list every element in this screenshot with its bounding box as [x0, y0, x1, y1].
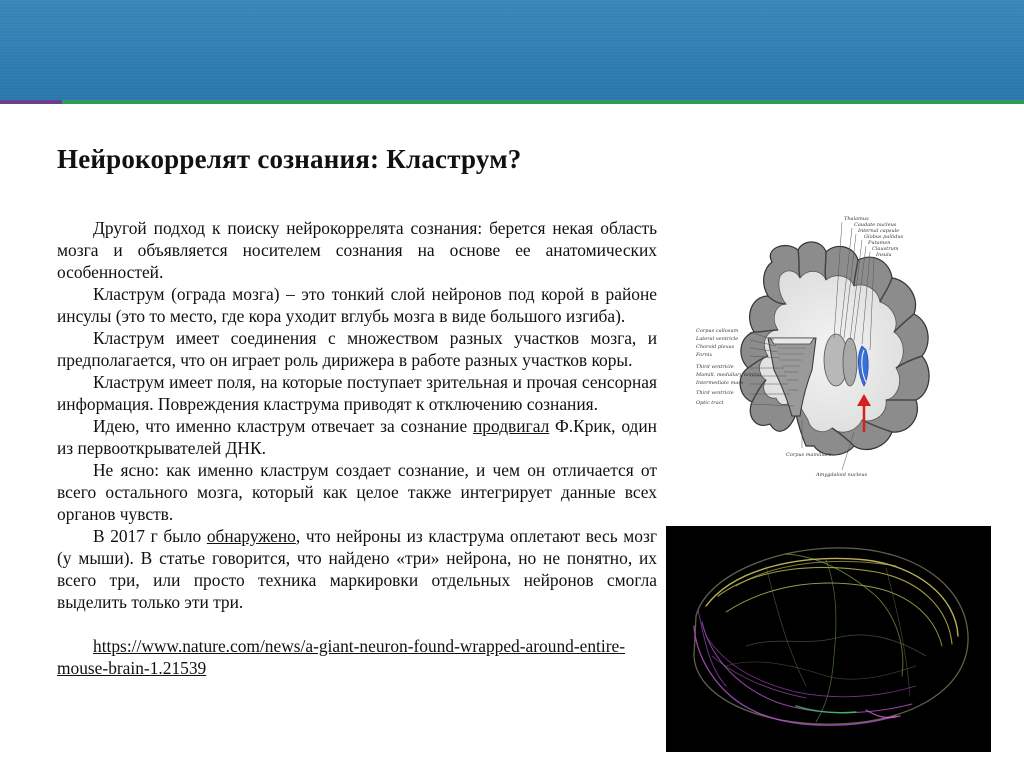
link-discovered[interactable]: обнаружено	[206, 526, 296, 546]
paragraph-6: Не ясно: как именно кластрум создает сознание, и чем он отличается от всего остального мозга, который как целое также интегрирует данные всех органов чувств.	[57, 460, 657, 524]
paragraph-5	[57, 415, 657, 459]
slide-body	[57, 217, 657, 679]
neuron-tracing-illustration	[666, 526, 991, 752]
header-band	[0, 0, 1024, 100]
paragraph-3: Кластрум имеет соединения с множеством разных участков мозга, и предполагается, что он играет роль дирижера в работе разных участков коры.	[57, 328, 657, 370]
header-accent-green	[62, 100, 1024, 104]
brain-label-top-6: Claustrum	[872, 246, 899, 252]
brain-label-top-5: Putamen	[868, 240, 891, 246]
slide-title: Нейрокоррелят сознания: Кластрум?	[57, 144, 522, 174]
url-paragraph	[57, 635, 657, 679]
brain-label-left-8: Third ventricle	[696, 390, 734, 396]
brain-label-bottom-2: Amygdaloid nucleus	[816, 472, 868, 478]
paragraph-2: Кластрум (ограда мозга) – это тонкий слой нейронов под корой в районе инсулы (это то место, где кора уходит вглубь мозга в виде большого изгиба).	[57, 284, 657, 326]
brain-label-left-1: Corpus callosum	[696, 328, 739, 334]
brain-label-top-1: Thalamus	[844, 216, 869, 222]
paragraph-7-end: , что нейроны из кластрума оплетают весь мозг (у мыши). В статье говорится, что найдено «три» нейрона, но не понятно, их всего три, или просто техника маркировки отдельных нейронов смогла выделить только эти три.	[57, 526, 657, 612]
brain-label-left-5: Third ventricle	[696, 364, 734, 370]
paragraph-7-start: В 2017 г было	[93, 526, 207, 546]
brain-label-left-4: Fornix	[696, 352, 713, 358]
brain-label-left-6: Mamill. medullary lamina	[696, 372, 762, 378]
nature-article-link[interactable]: https://www.nature.com/news/a-giant-neuron-found-wrapped-around-entire-mouse-brain-1.21539	[57, 636, 626, 678]
link-promoted[interactable]: продвигал	[473, 416, 550, 436]
brain-section-figure	[694, 210, 944, 480]
brain-label-left-9: Optic tract	[696, 400, 724, 406]
paragraph-5-start: Идею, что именно кластрум отвечает за сознание	[93, 416, 473, 436]
paragraph-4: Кластрум имеет поля, на которые поступает зрительная и прочая сенсорная информация. Повреждения кластрума приводят к отключению сознания.	[57, 372, 657, 414]
paragraph-1: Другой подход к поиску нейрокоррелята сознания: берется некая область мозга и объявляется носителем сознания на основе ее анатомических особенностей.	[57, 218, 657, 282]
neuron-brain-figure	[666, 526, 991, 752]
brain-label-top-2: Caudate nucleus	[854, 222, 897, 228]
paragraph-spacer	[57, 613, 657, 635]
brain-section-illustration	[694, 210, 944, 480]
brain-label-left-7: Intermediate mass	[696, 380, 744, 386]
header-accent-purple	[0, 100, 62, 104]
brain-label-top-3: Internal capsule	[858, 228, 900, 234]
brain-label-top-7: Insula	[876, 252, 892, 258]
brain-label-top-4: Globus pallidus	[864, 234, 904, 240]
brain-label-left-3: Choroid plexus	[696, 344, 735, 350]
brain-label-left-2: Lateral ventricle	[696, 336, 739, 342]
paragraph-5-end: Ф.Крик, один из первооткрывателей ДНК.	[57, 416, 657, 458]
paragraph-7	[57, 525, 657, 613]
brain-label-bottom-1: Corpus mamillare	[786, 452, 832, 458]
